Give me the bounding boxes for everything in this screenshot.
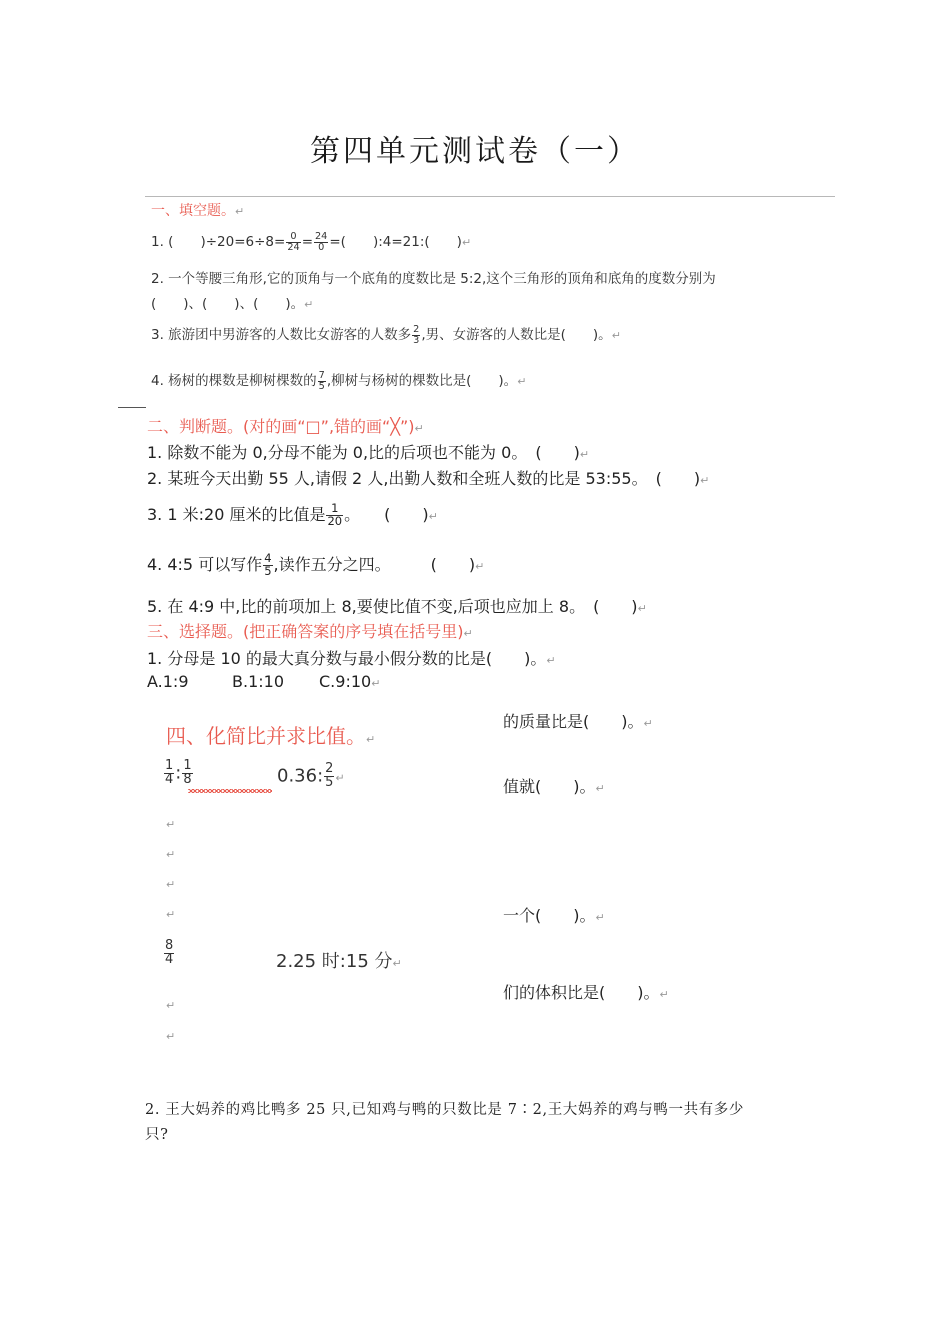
s3-fragment-3: 一个( )。↵ [503,906,605,925]
paragraph-mark: ↵ [166,848,176,861]
paragraph-mark: ↵ [166,818,176,831]
fraction: $\frac{24}{0}$ [315,230,328,253]
fraction: $\frac{7}{5}$ [318,369,325,392]
fraction: $\frac{1}{8}$ [183,758,192,787]
s1-question-1: 1. ( )÷20=6÷8= $\frac{0}{24}$ = $\frac{24}{0}$ =( ):4=21:( )↵ [151,230,472,253]
section-2-heading: 二、判断题。(对的画“□”,错的画“╳”)↵ [147,417,424,436]
fraction: $\frac{2}{3}$ [413,323,420,346]
s3-option-a: A.1:9 [147,672,189,691]
paragraph-mark: ↵ [166,908,176,921]
s3-fragment-2: 值就( )。↵ [503,777,605,796]
word-problem-2-line-2: 只? [145,1127,169,1143]
fraction: $\frac{4}{5}$ [264,551,272,578]
section-1-heading: 一、填空题。↵ [151,203,245,219]
section-4-heading: 四、化简比并求比值。↵ [166,724,376,748]
s2-question-2: 2. 某班今天出勤 55 人,请假 2 人,出勤人数和全班人数的比是 53:55。 ( )↵ [147,469,710,488]
fraction: $\frac{8}{4}$ [165,938,174,967]
s4-exercise-3 [163,940,175,967]
s3-fragment-1: 的质量比是( )。↵ [503,712,653,731]
s3-question-1: 1. 分母是 10 的最大真分数与最小假分数的比是( )。↵ [147,649,556,668]
s2-question-5: 5. 在 4:9 中,比的前项加上 8,要使比值不变,后项也应加上 8。 ( )↵ [147,597,647,616]
s1-question-3: 3. 旅游团中男游客的人数比女游客的人数多 $\frac{2}{3}$ ,男、女游客的人数比是( )。↵ [151,323,621,346]
s3-fragment-4: 们的体积比是( )。↵ [503,983,669,1002]
fraction: $\frac{1}{4}$ [165,758,174,787]
fraction: $\frac{0}{24}$ [287,230,300,253]
s2-question-1: 1. 除数不能为 0,分母不能为 0,比的后项也不能为 0。 ( )↵ [147,443,590,462]
paragraph-mark: ↵ [166,999,176,1012]
s3-option-b: B.1:10 [232,672,284,691]
section-4-overlay [150,702,498,1057]
s4-exercise-1: $\frac{1}{4}$ : $\frac{1}{8}$ [165,758,192,787]
s1-question-4: 4. 杨树的棵数是柳树棵数的 $\frac{7}{5}$ ,柳树与杨树的棵数比是( )。↵ [151,369,527,392]
page-title: 第四单元测试卷（一） [310,134,640,169]
section-divider [118,407,146,408]
s4-exercise-2: 0.36: $\frac{2}{5}$ ↵ [277,761,345,790]
s1-question-2-line-2: ( )、( )、( )。↵ [151,296,314,312]
s1-question-2-line-1: 2. 一个等腰三角形,它的顶角与一个底角的度数比是 5:2,这个三角形的顶角和底角的度数分别为 [151,271,716,287]
paragraph-mark: ↵ [166,1030,176,1043]
spell-underline [188,789,272,793]
fraction: $\frac{2}{5}$ [325,761,334,790]
title-divider [145,196,835,197]
paragraph-mark: ↵ [166,878,176,891]
section-3-heading: 三、选择题。(把正确答案的序号填在括号里)↵ [147,622,473,641]
s2-question-4: 4. 4:5 可以写作 $\frac{4}{5}$ ,读作五分之四。 ( )↵ [147,551,485,578]
fraction: $\frac{1}{20}$ [327,501,343,528]
s4-exercise-4: 2.25 时:15 分↵ [276,951,402,972]
s2-question-3: 3. 1 米:20 厘米的比值是 $\frac{1}{20}$ 。 ( )↵ [147,501,438,528]
s3-option-c: C.9:10↵ [319,672,381,691]
word-problem-2-line-1: 2. 王大妈养的鸡比鸭多 25 只,已知鸡与鸭的只数比是 7∶2,王大妈养的鸡与鸭一共有多少 [145,1102,744,1118]
